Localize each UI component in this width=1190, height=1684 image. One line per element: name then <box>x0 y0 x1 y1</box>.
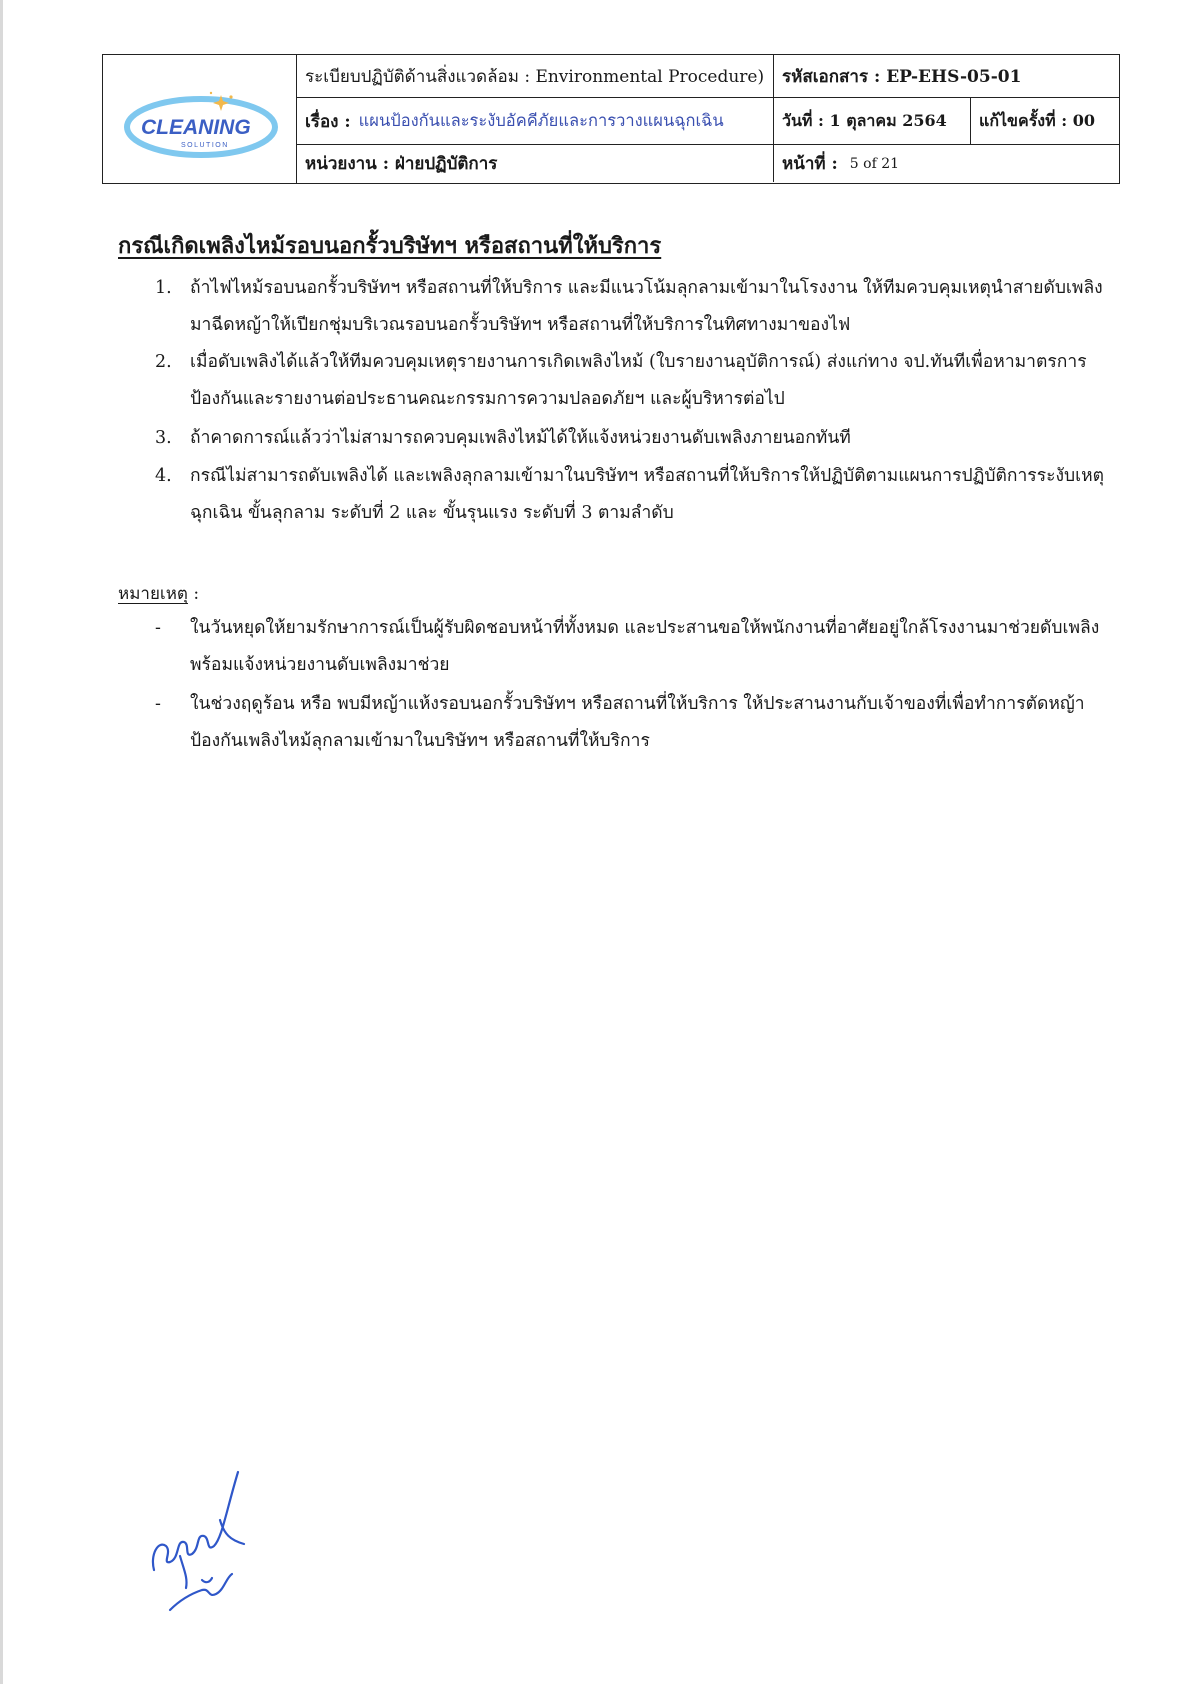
list-item <box>150 420 1110 457</box>
procedure-cell <box>297 55 774 97</box>
handwritten-signature <box>140 1460 260 1624</box>
page-edge <box>0 0 3 1684</box>
note-dash: - <box>155 694 161 714</box>
item-text: ถ้าไฟไหม้รอบนอกรั้วบริษัทฯ หรือสถานที่ให้บริการ และมีแนวโน้มลุกลามเข้ามาในโรงงาน ให้ทีมควบคุมเหตุนำสายดับเพลิงมาฉีดหญ้าให้เปียกชุ่มบริเวณรอบนอกรั้วบริษัทฯ หรือสถานที่ให้บริการในทิศทางมาของไฟ <box>190 278 1103 335</box>
item-text: ถ้าคาดการณ์แล้วว่าไม่สามารถควบคุมเพลิงไหม้ได้ให้แจ้งหน่วยงานดับเพลิงภายนอกทันที <box>190 428 851 448</box>
list-item <box>150 270 1110 344</box>
subject-text: แผนป้องกันและระงับอัคคีภัยและการวางแผนฉุกเฉิน <box>358 111 724 130</box>
notes-colon: : <box>187 584 200 604</box>
unit-text: หน่วยงาน : ฝ่ายปฏิบัติการ <box>305 154 498 174</box>
revision-text: แก้ไขครั้งที่ : 00 <box>979 110 1095 130</box>
subject-label: เรื่อง : <box>305 111 351 132</box>
document-header <box>102 54 1120 184</box>
doc-code-cell <box>774 55 1119 97</box>
page-cell <box>774 145 1119 182</box>
note-text: ในช่วงฤดูร้อน หรือ พบมีหญ้าแห้งรอบนอกรั้วบริษัทฯ หรือสถานที่ให้บริการ ให้ประสานงานกับเจ้าของที่เพื่อทำการตัดหญ้าป้องกันเพลิงไหม้ลุกลามเข้ามาในบริษัทฯ หรือสถานที่ให้บริการ <box>190 694 1085 751</box>
page-label: หน้าที่ : <box>782 154 838 174</box>
logo-brand-text: CLEANING <box>141 116 251 139</box>
list-item <box>150 344 1110 418</box>
notes-heading <box>118 580 199 607</box>
note-item <box>150 686 1115 760</box>
item-number: 1. <box>155 278 172 298</box>
list-item <box>150 458 1110 532</box>
logo-cell <box>103 55 297 183</box>
cleaning-solution-logo <box>123 83 283 167</box>
notes-label: หมายเหตุ <box>118 584 188 604</box>
header-row-procedure <box>297 55 1119 98</box>
note-item <box>150 610 1115 684</box>
header-row-subject <box>297 98 1119 145</box>
date-cell <box>774 98 971 144</box>
header-row-unit <box>297 145 1119 182</box>
item-text: กรณีไม่สามารถดับเพลิงได้ และเพลิงลุกลามเข้ามาในบริษัทฯ หรือสถานที่ให้บริการให้ปฏิบัติตามแผนการปฏิบัติการระงับเหตุฉุกเฉิน ขั้นลุกลาม ระดับที่ 2 และ ขั้นรุนแรง ระดับที่ 3 ตามลำดับ <box>190 466 1105 523</box>
item-number: 3. <box>155 428 172 448</box>
doc-code-text: รหัสเอกสาร : EP-EHS-05-01 <box>782 66 1022 87</box>
revision-cell <box>971 98 1119 144</box>
logo-sub-text: SOLUTION <box>181 142 229 149</box>
note-text: ในวันหยุดให้ยามรักษาการณ์เป็นผู้รับผิดชอบหน้าที่ทั้งหมด และประสานขอให้พนักงานที่อาศัยอยู่ใกล้โรงงานมาช่วยดับเพลิงพร้อมแจ้งหน่วยงานดับเพลิงมาช่วย <box>190 618 1100 675</box>
section-title: กรณีเกิดเพลิงไหม้รอบนอกรั้วบริษัทฯ หรือสถานที่ให้บริการ <box>118 233 662 259</box>
unit-cell <box>297 145 774 182</box>
item-text: เมื่อดับเพลิงได้แล้วให้ทีมควบคุมเหตุรายงานการเกิดเพลิงไหม้ (ใบรายงานอุบัติการณ์) ส่งแก่ทาง จป.ทันทีเพื่อหามาตรการป้องกันและรายงานต่อประธานคณะกรรมการความปลอดภัยฯ และผู้บริหารต่อไป <box>190 352 1087 409</box>
logo-graphic <box>123 83 283 163</box>
item-number: 2. <box>155 352 172 372</box>
item-number: 4. <box>155 466 172 486</box>
signature-icon <box>140 1460 260 1620</box>
note-dash: - <box>155 618 161 638</box>
procedure-text: ระเบียบปฏิบัติด้านสิ่งแวดล้อม : Environmental Procedure) <box>305 66 765 87</box>
page-number: 5 of 21 <box>849 155 900 172</box>
subject-cell <box>297 98 774 144</box>
date-text: วันที่ : 1 ตุลาคม 2564 <box>782 110 947 130</box>
